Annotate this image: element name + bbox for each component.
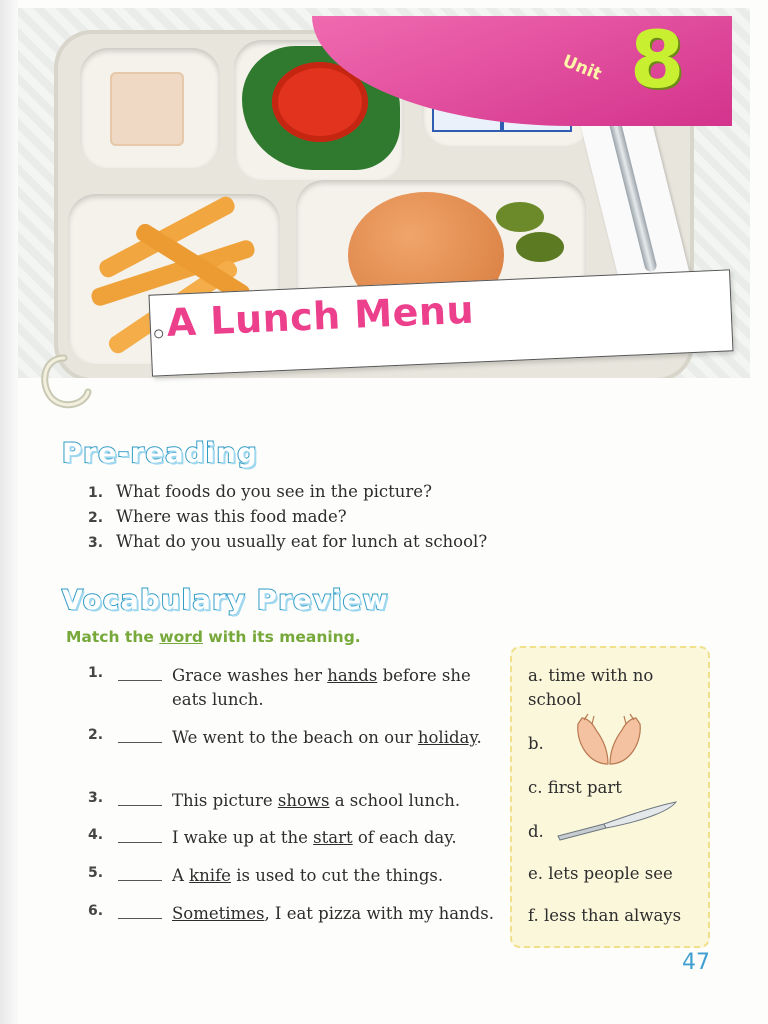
page-number: 47: [682, 950, 710, 975]
meaning-b: b.: [528, 734, 544, 753]
answer-blank[interactable]: [118, 902, 162, 919]
vocabulary-preview-heading: Vocabulary Preview: [62, 585, 390, 616]
answer-blank[interactable]: [118, 726, 162, 743]
unit-number: 8: [630, 16, 685, 106]
vocab-item: 1. Grace washes her hands before she eats lunch.: [88, 665, 471, 709]
question-item: 2. Where was this food made?: [88, 507, 347, 526]
meaning-d: d.: [528, 822, 544, 841]
answer-blank[interactable]: [118, 826, 162, 843]
unit-label: Unit: [559, 51, 605, 85]
tray-compartment-cake: [80, 48, 220, 168]
meaning-c: c. first part: [528, 778, 622, 797]
question-item: 3. What do you usually eat for lunch at school?: [88, 532, 488, 551]
answer-blank[interactable]: [118, 864, 162, 881]
pre-reading-heading: Pre-reading: [62, 438, 259, 469]
hands-icon: [572, 710, 646, 770]
vocab-item: 2. We went to the beach on our holiday.: [88, 727, 482, 747]
pickle-1: [496, 202, 544, 232]
match-instruction: Match the word with its meaning.: [66, 628, 361, 646]
pre-reading-questions: [88, 482, 688, 557]
pickle-2: [516, 232, 564, 262]
question-item: 1. What foods do you see in the picture?: [88, 482, 432, 501]
knife-icon: [552, 798, 682, 842]
meaning-a: a. time with no school: [528, 666, 654, 709]
meaning-e: e. lets people see: [528, 864, 673, 883]
banner-hole: [154, 329, 163, 338]
tag-ring-icon: [34, 352, 96, 414]
page-spine: [0, 0, 18, 1024]
page-title: A Lunch Menu: [165, 287, 475, 345]
answer-blank[interactable]: [118, 664, 162, 681]
vocab-item: 6. Sometimes, I eat pizza with my hands.: [88, 903, 494, 923]
cake-square: [110, 72, 184, 146]
answer-blank[interactable]: [118, 789, 162, 806]
meaning-f: f. less than always: [528, 906, 682, 925]
meanings-box: [510, 646, 710, 948]
vocab-item: 4. I wake up at the start of each day.: [88, 827, 457, 847]
vocab-item: 5. A knife is used to cut the things.: [88, 865, 444, 885]
vocab-item: 3. This picture shows a school lunch.: [88, 790, 461, 810]
